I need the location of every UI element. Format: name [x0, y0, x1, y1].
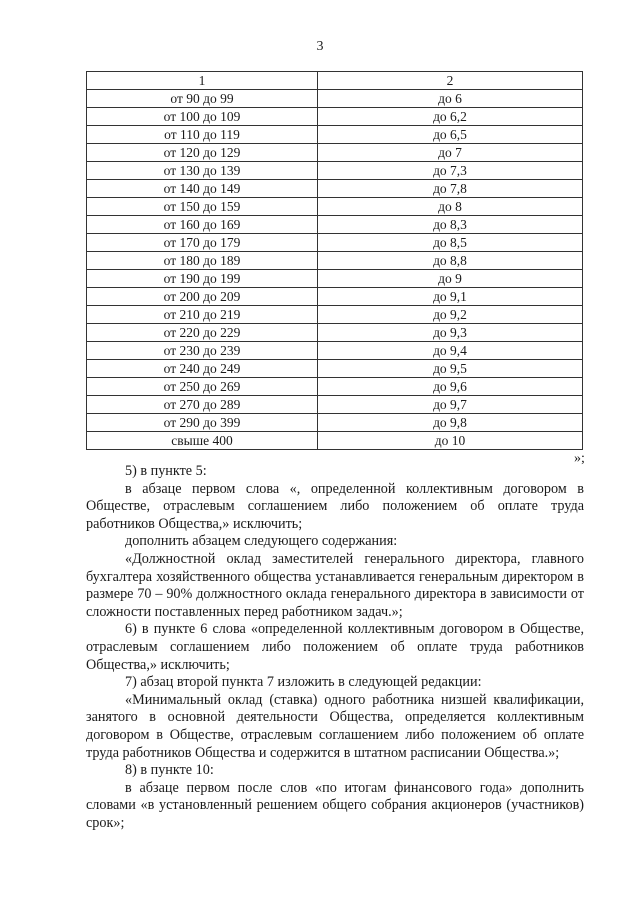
- table-row: [87, 234, 583, 252]
- table-row: [87, 198, 583, 216]
- table-row: [87, 90, 583, 108]
- coefficient-cell: 2: [318, 72, 583, 90]
- paragraph-add-clause: дополнить абзацем следующего содержания:: [125, 533, 398, 550]
- coefficient-cell: до 9,7: [318, 396, 583, 414]
- range-cell: от 130 до 139: [87, 162, 318, 180]
- paragraph-item-5-first-clause: в абзаце первом слова «, определенной коллективным договором в Обществе, отраслевым соглашением либо положением об оплате труда работников Общества,» исключить;: [86, 480, 584, 532]
- paragraph-item-6: 6) в пункте 6 слова «определенной коллективным договором в Обществе, отраслевым соглашением либо положением об оплате труда работников Общества,» исключить;: [86, 621, 584, 673]
- table-row: [87, 396, 583, 414]
- coefficient-cell: до 6,2: [318, 108, 583, 126]
- coefficient-cell: до 7: [318, 144, 583, 162]
- table-row: [87, 126, 583, 144]
- range-cell: от 140 до 149: [87, 180, 318, 198]
- range-cell: от 230 до 239: [87, 342, 318, 360]
- range-cell: от 250 до 269: [87, 378, 318, 396]
- coefficient-cell: до 9,1: [318, 288, 583, 306]
- range-cell: от 200 до 209: [87, 288, 318, 306]
- range-cell: от 240 до 249: [87, 360, 318, 378]
- range-cell: от 150 до 159: [87, 198, 318, 216]
- coefficient-cell: до 8: [318, 198, 583, 216]
- coefficient-cell: до 9: [318, 270, 583, 288]
- paragraph-item-7: 7) абзац второй пункта 7 изложить в следующей редакции:: [125, 674, 482, 691]
- coefficient-cell: до 10: [318, 432, 583, 450]
- range-cell: от 120 до 129: [87, 144, 318, 162]
- coefficient-cell: до 8,8: [318, 252, 583, 270]
- document-body: [86, 463, 584, 832]
- range-cell: от 100 до 109: [87, 108, 318, 126]
- table-row: [87, 216, 583, 234]
- table-row: [87, 108, 583, 126]
- paragraph-item-10: 8) в пункте 10:: [125, 762, 214, 779]
- coefficient-cell: до 7,8: [318, 180, 583, 198]
- table-row: [87, 288, 583, 306]
- coefficient-table: [86, 71, 583, 450]
- range-cell: от 190 до 199: [87, 270, 318, 288]
- coefficient-cell: до 9,2: [318, 306, 583, 324]
- range-cell: от 110 до 119: [87, 126, 318, 144]
- coefficient-cell: до 7,3: [318, 162, 583, 180]
- coefficient-cell: до 9,6: [318, 378, 583, 396]
- table-row: [87, 432, 583, 450]
- table-row: [87, 306, 583, 324]
- table-row: [87, 144, 583, 162]
- coefficient-cell: до 9,3: [318, 324, 583, 342]
- range-cell: от 180 до 189: [87, 252, 318, 270]
- table-row: [87, 360, 583, 378]
- range-cell: от 210 до 219: [87, 306, 318, 324]
- range-cell: от 160 до 169: [87, 216, 318, 234]
- coefficient-cell: до 6,5: [318, 126, 583, 144]
- coefficient-cell: до 8,5: [318, 234, 583, 252]
- range-cell: от 270 до 289: [87, 396, 318, 414]
- range-cell: 1: [87, 72, 318, 90]
- table-row: [87, 180, 583, 198]
- coefficient-cell: до 8,3: [318, 216, 583, 234]
- table-row: [87, 252, 583, 270]
- table-row: [87, 342, 583, 360]
- coefficient-cell: до 9,5: [318, 360, 583, 378]
- paragraph-item-10-first-clause: в абзаце первом после слов «по итогам финансового года» дополнить словами «в установленный решением общего собрания акционеров (участников) срок»;: [86, 779, 584, 831]
- table-row: [87, 162, 583, 180]
- table-header-row: [87, 72, 583, 90]
- coefficient-cell: до 9,8: [318, 414, 583, 432]
- table-row: [87, 324, 583, 342]
- paragraph-deputy-salary: «Должностной оклад заместителей генерального директора, главного бухгалтера хозяйственного общества устанавливается генеральным директором в размере 70 – 90% должностного оклада генерального директора в зависимости от сложности поставленных перед работником задач.»;: [86, 550, 584, 620]
- range-cell: от 220 до 229: [87, 324, 318, 342]
- range-cell: от 290 до 399: [87, 414, 318, 432]
- coefficient-cell: до 6: [318, 90, 583, 108]
- page-number: 3: [316, 39, 324, 54]
- coefficient-cell: до 9,4: [318, 342, 583, 360]
- paragraph-item-5: 5) в пункте 5:: [125, 463, 207, 479]
- paragraph-minimum-salary: «Минимальный оклад (ставка) одного работника низшей квалификации, занятого в основной деятельности Общества, определяется коллективным договором в Обществе, отраслевым соглашением либо положением об оплате труда работников Общества и содержится в штатном расписании Общества.»;: [86, 691, 584, 761]
- range-cell: от 170 до 179: [87, 234, 318, 252]
- table-row: [87, 378, 583, 396]
- range-cell: свыше 400: [87, 432, 318, 450]
- table-row: [87, 414, 583, 432]
- range-cell: от 90 до 99: [87, 90, 318, 108]
- table-closing-quote: »;: [574, 451, 585, 466]
- table-row: [87, 270, 583, 288]
